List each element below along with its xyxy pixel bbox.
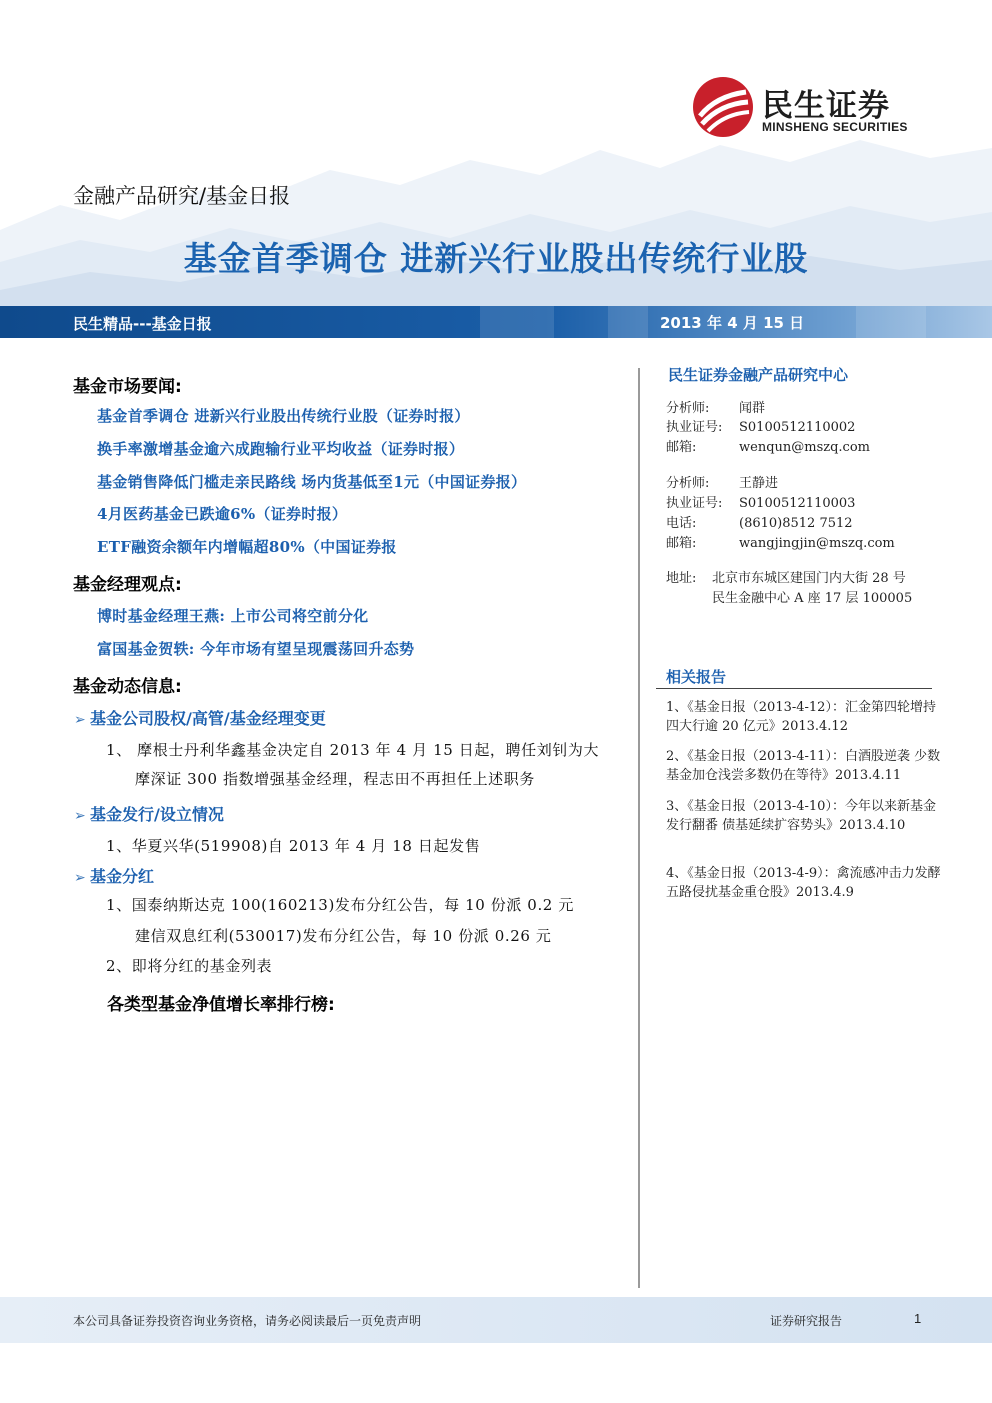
subsection-fund-issuance xyxy=(74,802,224,825)
manager-view-link[interactable]: 博时基金经理王燕: 上市公司将空前分化 xyxy=(97,607,369,625)
analyst-info-row: 分析师: 闻群 xyxy=(666,401,766,416)
subsection-dividend xyxy=(74,864,154,887)
report-category: 金融产品研究/基金日报 xyxy=(73,184,291,208)
related-report-link[interactable]: 2、《基金日报（2013-4-11）：白酒股逆袭 少数基金加仓浅尝多数仍在等待》2013.4.11 xyxy=(666,749,941,783)
page-number: 1 xyxy=(914,1311,922,1326)
body-line: 2、即将分红的基金列表 xyxy=(106,957,273,975)
band-decor xyxy=(608,306,648,338)
band-decor xyxy=(856,306,926,338)
manager-views-heading: 基金经理观点: xyxy=(73,575,182,595)
body-line: 摩深证 300 指数增强基金经理，程志田不再担任上述职务 xyxy=(135,770,535,788)
related-report-link[interactable]: 1、《基金日报（2013-4-12）：汇金第四轮增持四大行逾 20 亿元》2013.4.12 xyxy=(666,700,936,734)
report-header xyxy=(0,0,992,306)
report-title: 基金首季调仓 进新兴行业股出传统行业股 xyxy=(183,239,809,278)
arrow-bullet-icon: ➢ xyxy=(74,712,86,728)
band-decor xyxy=(480,306,554,338)
footer-disclaimer: 本公司具备证券投资咨询业务资格，请务必阅读最后一页免责声明 xyxy=(73,1314,422,1328)
related-reports-divider xyxy=(656,688,932,689)
analyst-email[interactable]: 邮箱: wangjingjin@mszq.com xyxy=(666,536,895,551)
page-footer xyxy=(0,1297,992,1343)
body-line: 1、华夏兴华(519908)自 2013 年 4 月 18 日起发售 xyxy=(106,837,481,855)
fund-dynamics-heading: 基金动态信息: xyxy=(73,677,182,697)
subsection-management-change xyxy=(74,706,326,729)
body-line: 1、 摩根士丹利华鑫基金决定自 2013 年 4 月 15 日起，聘任刘钊为大 xyxy=(106,741,600,759)
analyst-phone: 电话: (8610)8512 7512 xyxy=(666,516,853,531)
related-report-link[interactable]: 4、《基金日报（2013-4-9）：禽流感冲击力发酵 五路侵扰基金重仓股》2013.4.9 xyxy=(666,866,941,900)
market-news-heading: 基金市场要闻: xyxy=(73,377,182,397)
column-divider xyxy=(638,368,640,1288)
logo-text-en: MINSHENG SECURITIES xyxy=(762,120,908,134)
news-link[interactable]: 4月医药基金已跌逾6%（证券时报） xyxy=(97,505,348,523)
arrow-bullet-icon: ➢ xyxy=(74,808,86,824)
subsection-title: 基金发行/设立情况 xyxy=(90,805,224,824)
analyst-info-row: 执业证号: S0100512110003 xyxy=(666,496,856,511)
subsection-title: 基金分红 xyxy=(90,867,155,886)
manager-view-link[interactable]: 富国基金贺轶: 今年市场有望呈现震荡回升态势 xyxy=(97,640,415,658)
footer-report-type: 证券研究报告 xyxy=(770,1314,843,1328)
news-link[interactable]: 基金首季调仓 进新兴行业股出传统行业股（证券时报） xyxy=(97,407,470,425)
body-line: 1、国泰纳斯达克 100(160213)发布分红公告，每 10 份派 0.2 元 xyxy=(106,896,574,914)
ranking-heading: 各类型基金净值增长率排行榜: xyxy=(107,995,335,1015)
news-link[interactable]: 换手率激增基金逾六成跑输行业平均收益（证券时报） xyxy=(97,440,465,458)
minsheng-logo xyxy=(692,76,922,140)
title-band xyxy=(0,306,992,338)
related-reports-heading: 相关报告 xyxy=(666,668,727,686)
logo-text-cn: 民生证券 xyxy=(762,88,890,124)
analyst-email[interactable]: 邮箱: wenqun@mszq.com xyxy=(666,440,870,455)
related-report-link[interactable]: 3、《基金日报（2013-4-10）：今年以来新基金发行翻番 债基延续扩容势头》2013.4.10 xyxy=(666,799,936,833)
arrow-bullet-icon: ➢ xyxy=(74,870,86,886)
news-link[interactable]: ETF融资余额年内增幅超80%（中国证券报 xyxy=(97,538,397,556)
analyst-info-row: 分析师: 王静进 xyxy=(666,476,779,491)
minsheng-logo-icon xyxy=(692,76,754,138)
body-line: 建信双息红利(530017)发布分红公告，每 10 份派 0.26 元 xyxy=(135,927,552,945)
report-date: 2013 年 4 月 15 日 xyxy=(660,314,805,332)
news-link[interactable]: 基金销售降低门槛走亲民路线 场内货基低至1元（中国证券报） xyxy=(97,473,527,491)
address-row-2: 民生金融中心 A 座 17 层 100005 xyxy=(712,591,913,606)
research-center-name: 民生证券金融产品研究中心 xyxy=(668,366,849,384)
series-name: 民生精品---基金日报 xyxy=(73,315,212,333)
subsection-title: 基金公司股权/高管/基金经理变更 xyxy=(90,709,326,728)
address-row: 地址: 北京市东城区建国门内大街 28 号 xyxy=(666,571,906,586)
analyst-info-row: 执业证号: S0100512110002 xyxy=(666,420,856,435)
